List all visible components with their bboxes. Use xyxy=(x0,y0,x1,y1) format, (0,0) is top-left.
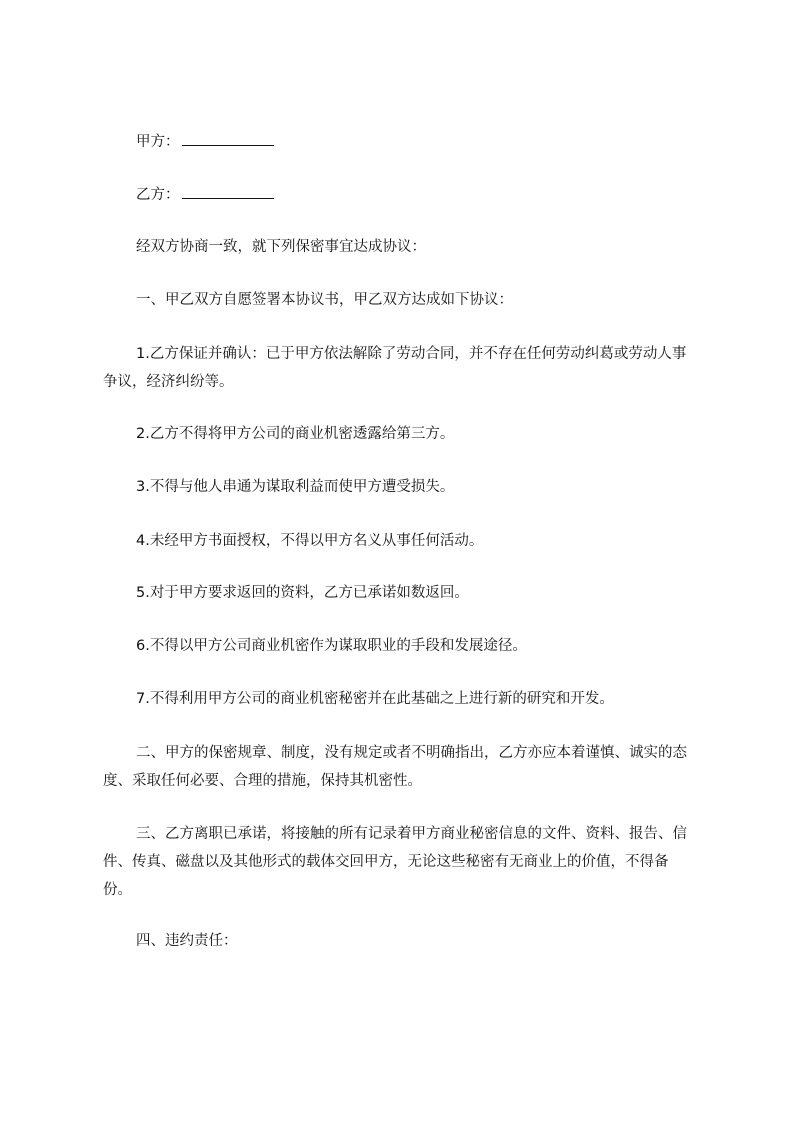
section-2-paragraph: 二、甲方的保密规章、制度，没有规定或者不明确指出，乙方亦应本着谨慎、诚实的态度、采取任何必要、合理的措施，保持其机密性。 xyxy=(103,745,687,789)
party-a-line xyxy=(136,128,692,156)
section-4-heading: 四、违约责任： xyxy=(136,933,238,949)
section-1-heading: 一、甲乙双方自愿签署本协议书，甲乙双方达成如下协议： xyxy=(136,292,513,308)
item-3: 3.不得与他人串通为谋取利益而使甲方遭受损失。 xyxy=(136,479,455,495)
party-a-label: 甲方： xyxy=(136,134,180,150)
section-3-paragraph: 三、乙方离职已承诺，将接触的所有记录着甲方商业秘密信息的文件、资料、报告、信件、传真、磁盘以及其他形式的载体交回甲方，无论这些秘密有无商业上的价值，不得备份。 xyxy=(103,826,687,898)
item-2: 2.乙方不得将甲方公司的商业机密透露给第三方。 xyxy=(136,426,455,442)
party-b-label: 乙方： xyxy=(136,187,180,203)
party-b-line xyxy=(136,181,692,209)
item-5: 5.对于甲方要求返回的资料，乙方已承诺如数返回。 xyxy=(136,585,469,601)
party-a-blank xyxy=(182,131,274,146)
item-1: 1.乙方保证并确认：已于甲方依法解除了劳动合同，并不存在任何劳动纠葛或劳动人事争议，经济纠纷等。 xyxy=(103,346,687,390)
item-4: 4.未经甲方书面授权，不得以甲方名义从事任何活动。 xyxy=(136,533,484,549)
party-b-blank xyxy=(182,184,274,199)
item-7: 7.不得利用甲方公司的商业机密秘密并在此基础之上进行新的研究和开发。 xyxy=(136,691,614,707)
intro-paragraph: 经双方协商一致，就下列保密事宜达成协议： xyxy=(136,239,426,255)
item-6: 6.不得以甲方公司商业机密作为谋取职业的手段和发展途径。 xyxy=(136,638,527,654)
